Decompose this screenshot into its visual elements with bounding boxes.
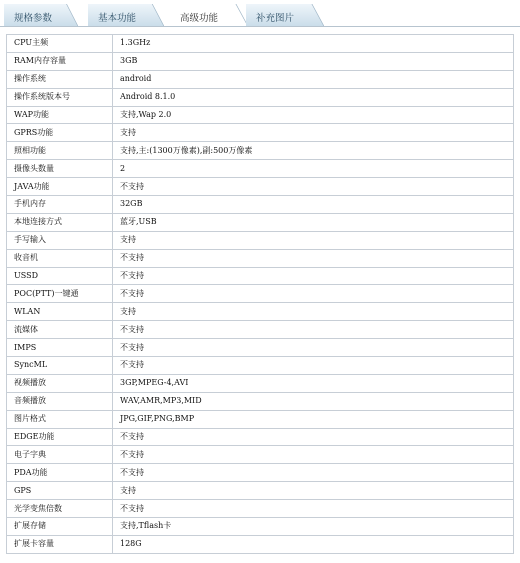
spec-row xyxy=(7,52,514,70)
spec-name: WLAN xyxy=(7,303,113,321)
spec-row xyxy=(7,231,514,249)
spec-row xyxy=(7,178,514,196)
spec-row xyxy=(7,106,514,124)
spec-value: android xyxy=(113,70,514,88)
spec-row xyxy=(7,446,514,464)
spec-name: RAM内存容量 xyxy=(7,52,113,70)
spec-value: 2 xyxy=(113,160,514,178)
tab-specs-label: 规格参数 xyxy=(14,13,53,24)
spec-value: 支持,Tflash卡 xyxy=(113,518,514,536)
tab-basic-functions[interactable] xyxy=(88,4,164,27)
spec-name: 扩展卡容量 xyxy=(7,535,113,553)
spec-value: 128G xyxy=(113,535,514,553)
spec-row xyxy=(7,410,514,428)
spec-name: 扩展存储 xyxy=(7,518,113,536)
spec-value: 不支持 xyxy=(113,446,514,464)
spec-name: CPU主频 xyxy=(7,35,113,53)
spec-value: 不支持 xyxy=(113,428,514,446)
spec-name: 操作系统 xyxy=(7,70,113,88)
spec-row xyxy=(7,518,514,536)
spec-value: 3GB xyxy=(113,52,514,70)
spec-value: 支持 xyxy=(113,124,514,142)
spec-row xyxy=(7,428,514,446)
spec-name: 手写输入 xyxy=(7,231,113,249)
spec-value: 32GB xyxy=(113,196,514,214)
spec-row xyxy=(7,213,514,231)
spec-row xyxy=(7,142,514,160)
spec-value: JPG,GIF,PNG,BMP xyxy=(113,410,514,428)
spec-name: WAP功能 xyxy=(7,106,113,124)
spec-value: 支持 xyxy=(113,303,514,321)
tab-advanced-functions-label: 高级功能 xyxy=(180,13,219,24)
spec-name: 操作系统版本号 xyxy=(7,88,113,106)
spec-value: 支持,主:(1300万像素),副:500万像素 xyxy=(113,142,514,160)
spec-row xyxy=(7,160,514,178)
spec-value: 不支持 xyxy=(113,339,514,357)
spec-value: 不支持 xyxy=(113,464,514,482)
spec-value: 不支持 xyxy=(113,500,514,518)
spec-row xyxy=(7,464,514,482)
tab-extra-images[interactable] xyxy=(246,4,324,27)
spec-row xyxy=(7,321,514,339)
spec-value: 不支持 xyxy=(113,178,514,196)
spec-value: WAV,AMR,MP3,MID xyxy=(113,392,514,410)
spec-value: 不支持 xyxy=(113,357,514,375)
spec-value: 不支持 xyxy=(113,321,514,339)
spec-row xyxy=(7,500,514,518)
spec-name: POC(PTT)一键通 xyxy=(7,285,113,303)
spec-value: 支持 xyxy=(113,231,514,249)
spec-name: 光学变焦倍数 xyxy=(7,500,113,518)
spec-table xyxy=(6,34,514,554)
spec-row xyxy=(7,249,514,267)
spec-value: 不支持 xyxy=(113,249,514,267)
spec-name: USSD xyxy=(7,267,113,285)
spec-name: 摄像头数量 xyxy=(7,160,113,178)
spec-table-body xyxy=(7,35,514,554)
tab-extra-images-label: 补充图片 xyxy=(256,13,295,24)
spec-name: 图片格式 xyxy=(7,410,113,428)
tab-specs[interactable] xyxy=(4,4,78,27)
spec-name: JAVA功能 xyxy=(7,178,113,196)
spec-value: 不支持 xyxy=(113,285,514,303)
tab-advanced-functions[interactable] xyxy=(170,4,248,27)
spec-name: 电子字典 xyxy=(7,446,113,464)
spec-value: 支持,Wap 2.0 xyxy=(113,106,514,124)
spec-row xyxy=(7,339,514,357)
tab-basic-functions-label: 基本功能 xyxy=(98,13,137,24)
spec-value: 支持 xyxy=(113,482,514,500)
spec-row xyxy=(7,267,514,285)
spec-name: PDA功能 xyxy=(7,464,113,482)
spec-name: 照相功能 xyxy=(7,142,113,160)
spec-row xyxy=(7,124,514,142)
spec-name: 本地连接方式 xyxy=(7,213,113,231)
spec-row xyxy=(7,70,514,88)
spec-row xyxy=(7,482,514,500)
spec-row xyxy=(7,196,514,214)
spec-row xyxy=(7,392,514,410)
spec-name: SyncML xyxy=(7,357,113,375)
spec-name: IMPS xyxy=(7,339,113,357)
spec-row xyxy=(7,285,514,303)
spec-value: 1.3GHz xyxy=(113,35,514,53)
spec-row xyxy=(7,303,514,321)
spec-name: 流媒体 xyxy=(7,321,113,339)
spec-name: GPS xyxy=(7,482,113,500)
tab-bar xyxy=(0,0,520,30)
spec-value: 不支持 xyxy=(113,267,514,285)
spec-row xyxy=(7,357,514,375)
spec-name: GPRS功能 xyxy=(7,124,113,142)
spec-name: EDGE功能 xyxy=(7,428,113,446)
spec-row xyxy=(7,374,514,392)
spec-value: Android 8.1.0 xyxy=(113,88,514,106)
spec-value: 3GP,MPEG-4,AVI xyxy=(113,374,514,392)
spec-name: 视频播放 xyxy=(7,374,113,392)
spec-row xyxy=(7,35,514,53)
spec-row xyxy=(7,88,514,106)
spec-value: 蓝牙,USB xyxy=(113,213,514,231)
spec-name: 手机内存 xyxy=(7,196,113,214)
spec-name: 音频播放 xyxy=(7,392,113,410)
spec-name: 收音机 xyxy=(7,249,113,267)
spec-row xyxy=(7,535,514,553)
